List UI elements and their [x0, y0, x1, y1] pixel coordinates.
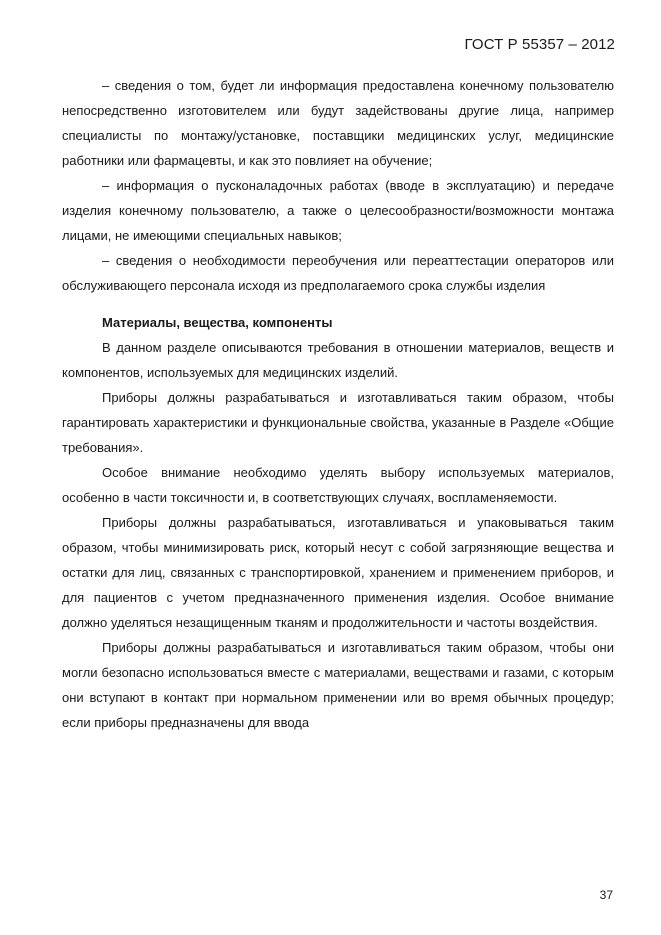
body-paragraph: Особое внимание необходимо уделять выбору используемых материалов, особенно в части токсичности и, в соответствующих случаях, воспламеняемости. [62, 465, 614, 505]
section-heading: Материалы, вещества, компоненты [102, 315, 333, 330]
bullet-item: – информация о пусконаладочных работах (вводе в эксплуатацию) и передаче изделия конечному пользователю, а также о целесообразности/возможности монтажа лицами, не имеющими специальных навыков; [62, 178, 614, 243]
body-paragraph: Приборы должны разрабатываться, изготавливаться и упаковываться таким образом, чтобы минимизировать риск, который несут с собой загрязняющие вещества и остатки для лиц, связанных с транспортировкой, хранением и применением приборов, и для пациентов с учетом предназначенного применения изделия. Особое внимание должно уделяться незащищенным тканям и продолжительности и частоты воздействия. [62, 515, 614, 630]
page-body [62, 73, 614, 735]
page-number: 37 [599, 888, 613, 902]
bullet-item: – сведения о том, будет ли информация предоставлена конечному пользователю непосредственно изготовителем или будут задействованы другие лица, например специалисты по монтажу/установке, поставщики медицинских услуг, медицинские работники или фармацевты, и как это повлияет на обучение; [62, 78, 614, 168]
body-paragraph: В данном разделе описываются требования в отношении материалов, веществ и компонентов, используемых для медицинских изделий. [62, 340, 614, 380]
body-paragraph: Приборы должны разрабатываться и изготавливаться таким образом, чтобы гарантировать характеристики и функциональные свойства, указанные в Разделе «Общие требования». [62, 390, 614, 455]
bullet-item: – сведения о необходимости переобучения или переаттестации операторов или обслуживающего персонала исходя из предполагаемого срока службы изделия [62, 253, 614, 293]
body-paragraph: Приборы должны разрабатываться и изготавливаться таким образом, чтобы они могли безопасно использоваться вместе с материалами, веществами и газами, с которым они вступают в контакт при нормальном применении или во время обычных процедур; если приборы предназначены для ввода [62, 640, 614, 730]
document-header: ГОСТ Р 55357 – 2012 [464, 36, 615, 53]
